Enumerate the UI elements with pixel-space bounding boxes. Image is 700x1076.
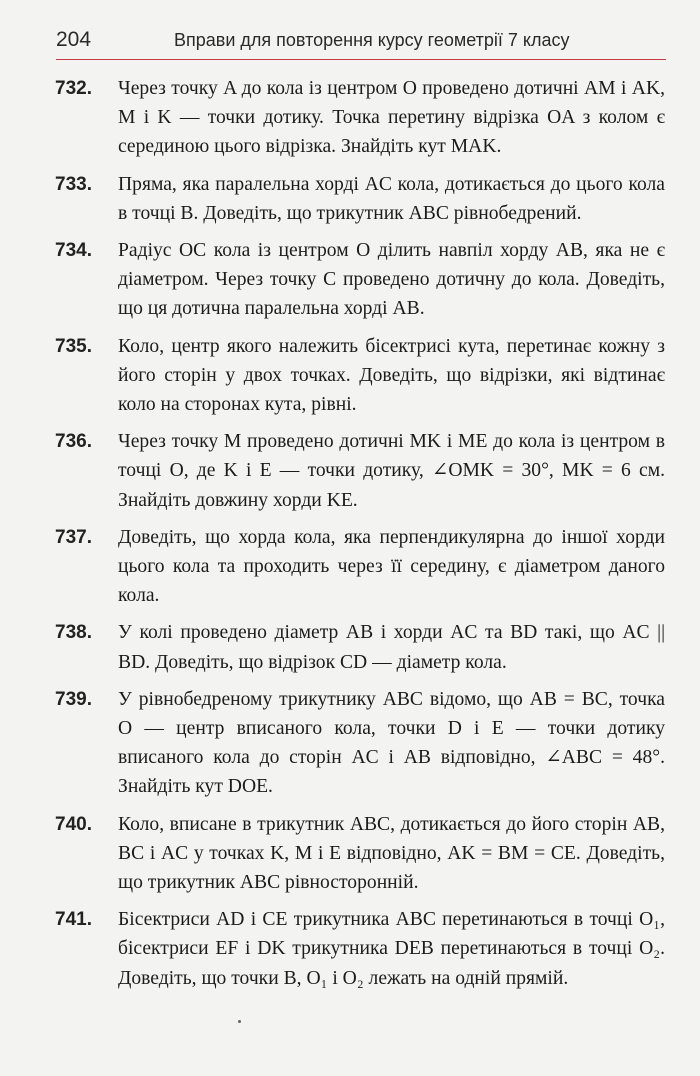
exercise-text: Коло, центр якого належить бісектрисі кута, перетинає кожну з його сторін у двох точках. Доведіть, що відрізки, які відтинає коло на сторонах кута, рівні. <box>118 335 665 416</box>
exercise-number: 738. <box>55 622 92 644</box>
exercise-text: Через точку M проведено дотичні MK і ME до кола із центром в точці O, де K і E — точки дотику, ∠OMK = 30°, MK = 6 см. Знайдіть довжину хорди KE. <box>118 431 665 511</box>
page-header <box>56 28 666 56</box>
exercise-740 <box>55 810 665 898</box>
exercise-735 <box>55 332 665 420</box>
exercise-text: Радіус OC кола із центром O ділить навпіл хорду AB, яка не є діаметром. Через точку C проведено дотичну до кола. Доведіть, що ця дотична паралельна хорді AB. <box>118 240 665 320</box>
exercise-number: 732. <box>55 78 92 99</box>
exercise-text: Коло, вписане в трикутник ABC, дотикається до його сторін AB, BC і AC у точках K, M і E відповідно, AK = BM = CE. Доведіть, що трикутник ABC рівносторонній. <box>118 813 665 894</box>
running-title: Вправи для повторення курсу геометрії 7 класу <box>174 30 570 50</box>
exercise-number: 740. <box>55 813 92 835</box>
exercise-number: 741. <box>55 909 92 931</box>
exercise-text: У колі проведено діаметр AB і хорди AC та BD такі, що AC || BD. Доведіть, що відрізок CD — діаметр кола. <box>118 622 665 673</box>
exercise-text: Доведіть, що хорда кола, яка перпендикулярна до іншої хорди цього кола та проходить через її середину, є діаметром даного кола. <box>118 526 665 607</box>
exercise-741 <box>55 905 665 993</box>
exercise-number: 737. <box>55 526 92 548</box>
exercise-number: 733. <box>55 173 92 195</box>
exercise-732 <box>55 74 665 162</box>
exercise-738 <box>55 618 665 676</box>
page-number: 204 <box>56 28 92 51</box>
exercise-733 <box>55 170 665 228</box>
exercise-739 <box>55 685 665 802</box>
exercise-number: 734. <box>55 240 92 262</box>
exercise-text: Бісектриси AD і CE трикутника ABC перетинаються в точці O₁, бісектриси EF і DK трикутника DEB перетинаються в точці O₂. Доведіть, що точки B, O₁ і O₂ лежать на одній прямій. <box>118 909 665 989</box>
exercise-text: Через точку A до кола із центром O проведено дотичні AM і AK, M і K — точки дотику. Точка перетину відрізка OA з колом є серединою цього відрізка. Знайдіть кут MAK. <box>118 78 665 158</box>
header-rule <box>56 59 666 60</box>
exercise-text: Пряма, яка паралельна хорді AC кола, дотикається до цього кола в точці B. Доведіть, що трикутник ABC рівнобедрений. <box>118 173 665 224</box>
exercise-number: 736. <box>55 431 92 453</box>
exercise-734 <box>55 236 665 324</box>
exercise-text: У рівнобедреному трикутнику ABC відомо, що AB = BC, точка O — центр вписаного кола, точки D і E — точки дотику вписаного кола до сторін AC і AB відповідно, ∠ABC = 48°. Знайдіть кут DOE. <box>118 688 665 798</box>
print-speck <box>238 1020 241 1023</box>
exercise-number: 735. <box>55 335 92 357</box>
exercise-list <box>55 74 665 1001</box>
exercise-737 <box>55 523 665 611</box>
exercise-number: 739. <box>55 688 92 710</box>
exercise-736 <box>55 427 665 515</box>
